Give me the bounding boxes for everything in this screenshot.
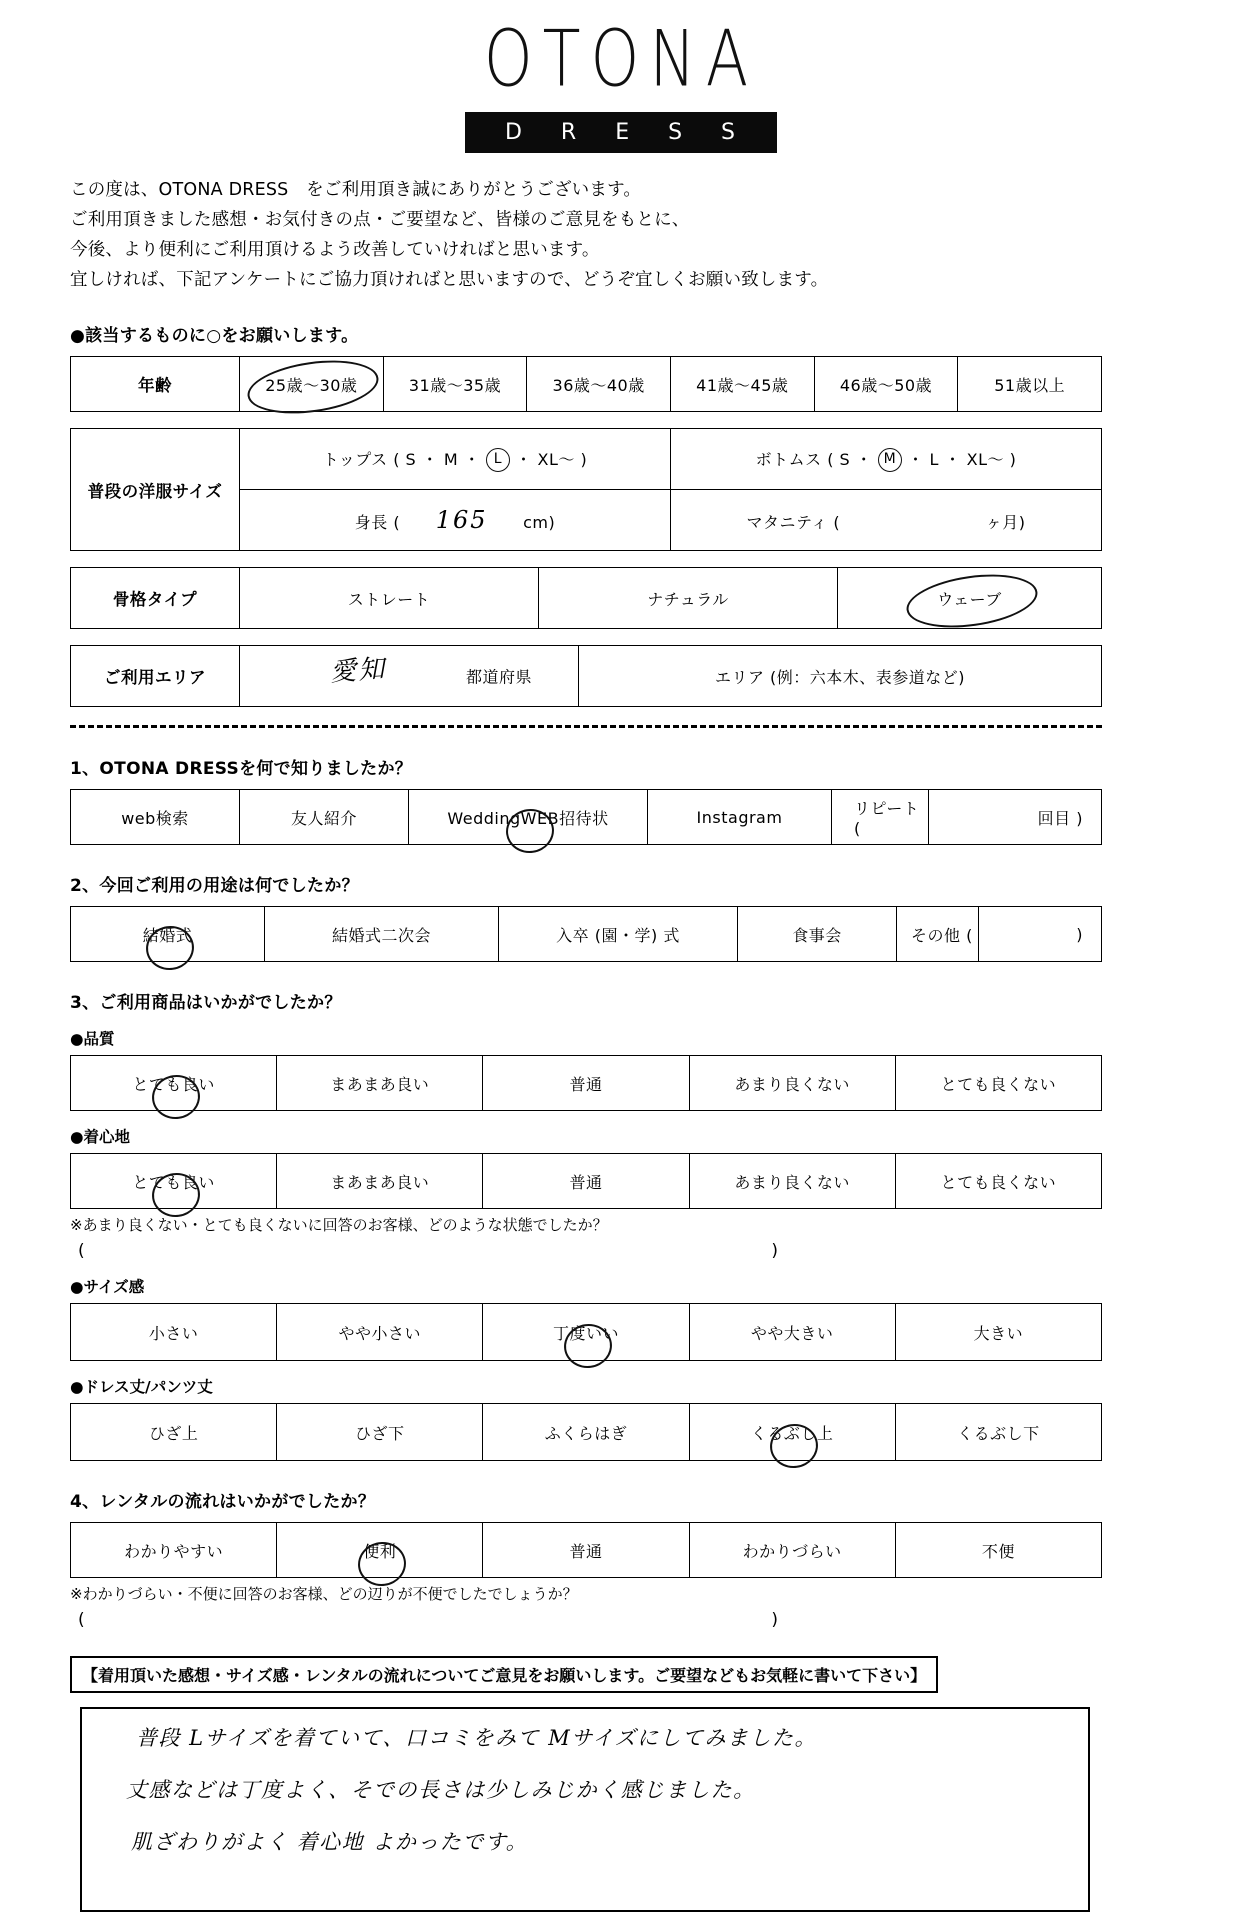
age-option-31-35[interactable]: 31歳～35歳 <box>383 357 527 412</box>
q3-quality-label: ●品質 <box>70 1030 115 1049</box>
tops-size-cell[interactable] <box>240 429 671 490</box>
brand-name: OTONA <box>483 12 759 104</box>
comfort-option-fairly-good[interactable]: まあまあ良い <box>277 1154 483 1209</box>
q3-quality-table <box>70 1055 1102 1111</box>
quality-option-not-good[interactable]: あまり良くない <box>689 1056 895 1111</box>
size-option-slightly-large[interactable]: やや大きい <box>689 1304 895 1361</box>
quality-option-very-good[interactable]: とても良い <box>71 1056 277 1111</box>
maternity-cell[interactable] <box>670 490 1101 551</box>
skeleton-label: 骨格タイプ <box>71 568 240 629</box>
q3-comfort-note: ※あまり良くない・とても良くないに回答のお客様、どのような状態でしたか？ <box>70 1216 608 1235</box>
paren-close: ) <box>771 1610 778 1631</box>
q2-table <box>70 906 1102 962</box>
section-divider <box>70 725 1102 728</box>
q3-size-feel-table <box>70 1303 1102 1361</box>
q1-title: 1、OTONA DRESSを何で知りましたか？ <box>70 759 413 780</box>
comfort-option-not-good[interactable]: あまり良くない <box>689 1154 895 1209</box>
comment-line-2: 丈感などは丁度よく、そでの長さは少しみじかく感じました。 <box>126 1778 756 1803</box>
q1-option-web[interactable]: web検索 <box>71 790 240 845</box>
table-row <box>71 1056 1102 1111</box>
height-cell[interactable] <box>240 490 671 551</box>
skeleton-option-natural[interactable]: ナチュラル <box>539 568 838 629</box>
height-value: 165 <box>435 506 488 535</box>
length-option-below-ankle[interactable]: くるぶし下 <box>895 1404 1101 1461</box>
q2-other-suffix: ) <box>979 907 1102 962</box>
comfort-option-normal[interactable]: 普通 <box>483 1154 689 1209</box>
size-option-slightly-small[interactable]: やや小さい <box>277 1304 483 1361</box>
q1-option-instagram[interactable]: Instagram <box>648 790 832 845</box>
flow-option-easy[interactable]: わかりやすい <box>71 1523 277 1578</box>
q3-title: 3、ご利用商品はいかがでしたか？ <box>70 993 342 1014</box>
prefecture-suffix: 都道府県 <box>465 667 532 687</box>
table-row <box>71 1523 1102 1578</box>
bottoms-selected-size: M <box>878 448 902 472</box>
table-row <box>71 429 1102 490</box>
area-table <box>70 645 1102 707</box>
q2-option-ceremony[interactable]: 入卒 (園・学) 式 <box>499 907 738 962</box>
q4-answer-row[interactable] <box>78 1610 778 1630</box>
size-option-small[interactable]: 小さい <box>71 1304 277 1361</box>
length-option-calf[interactable]: ふくらはぎ <box>483 1404 689 1461</box>
comfort-option-very-good[interactable]: とても良い <box>71 1154 277 1209</box>
bottoms-size-cell[interactable] <box>670 429 1101 490</box>
q4-note: ※わかりづらい・不便に回答のお客様、どの辺りが不便でしたでしょうか？ <box>70 1585 578 1604</box>
q3-comfort-label: ●着心地 <box>70 1128 131 1147</box>
prefecture-cell[interactable] <box>240 646 579 707</box>
brand-logo <box>0 0 1242 153</box>
size-option-large[interactable]: 大きい <box>895 1304 1101 1361</box>
comment-line-1: 普段 Lサイズを着ていて、口コミをみて Mサイズにしてみました。 <box>136 1726 818 1751</box>
age-label: 年齢 <box>71 357 240 412</box>
skeleton-type-table <box>70 567 1102 629</box>
maternity-prefix: マタニティ ( <box>746 513 841 533</box>
comments-heading: 【着用頂いた感想・サイズ感・レンタルの流れについてご意見をお願いします。ご要望などもお気軽に書いて下さい】 <box>70 1656 938 1693</box>
table-row <box>71 568 1102 629</box>
q3-size-feel-label: ●サイズ感 <box>70 1278 145 1297</box>
table-row <box>71 1304 1102 1361</box>
age-option-36-40[interactable]: 36歳～40歳 <box>527 357 671 412</box>
quality-option-very-bad[interactable]: とても良くない <box>895 1056 1101 1111</box>
flow-option-convenient[interactable]: 便利 <box>277 1523 483 1578</box>
q1-option-friend[interactable]: 友人紹介 <box>240 790 409 845</box>
comfort-option-very-bad[interactable]: とても良くない <box>895 1154 1101 1209</box>
q2-title: 2、今回ご利用の用途は何でしたか？ <box>70 876 359 897</box>
age-option-51-plus[interactable]: 51歳以上 <box>958 357 1102 412</box>
table-row <box>71 357 1102 412</box>
size-option-just-right[interactable]: 丁度いい <box>483 1304 689 1361</box>
quality-option-normal[interactable]: 普通 <box>483 1056 689 1111</box>
maternity-suffix: ヶ月) <box>985 513 1026 533</box>
flow-option-inconvenient[interactable]: 不便 <box>895 1523 1101 1578</box>
brand-subtitle: D R E S S <box>465 112 777 153</box>
circle-instruction: ●該当するものに○をお願いします。 <box>70 326 359 347</box>
q4-table <box>70 1522 1102 1578</box>
q2-option-wedding[interactable]: 結婚式 <box>71 907 265 962</box>
table-row <box>71 1404 1102 1461</box>
comment-line-3: 肌ざわりがよく 着心地 よかったです。 <box>131 1830 529 1855</box>
length-option-below-knee[interactable]: ひざ下 <box>277 1404 483 1461</box>
age-option-41-45[interactable]: 41歳～45歳 <box>670 357 814 412</box>
intro-line-4: 宜しければ、下記アンケートにご協力頂ければと思いますので、どうぞ宜しくお願い致します。 <box>70 270 829 291</box>
area-label: ご利用エリア <box>71 646 240 707</box>
q3-comfort-table <box>70 1153 1102 1209</box>
age-option-25-30[interactable]: 25歳～30歳 <box>240 357 384 412</box>
q1-option-weddingweb[interactable]: WeddingWEB招待状 <box>409 790 648 845</box>
table-row <box>71 1154 1102 1209</box>
skeleton-option-wave[interactable]: ウェーブ <box>838 568 1102 629</box>
q1-repeat-suffix: 回目 ) <box>929 790 1102 845</box>
table-row <box>71 646 1102 707</box>
table-row <box>71 790 1102 845</box>
flow-option-normal[interactable]: 普通 <box>483 1523 689 1578</box>
paren-close: ) <box>771 1241 778 1262</box>
comments-box[interactable] <box>80 1707 1090 1912</box>
q3-comfort-answer-row[interactable] <box>78 1241 778 1261</box>
tops-prefix: トップス ( S ・ M ・ <box>322 449 481 469</box>
q4-title: 4、レンタルの流れはいかがでしたか？ <box>70 1492 376 1513</box>
paren-open: ( <box>78 1610 85 1631</box>
intro-line-2: ご利用頂きました感想・お気付きの点・ご要望など、皆様のご意見をもとに、 <box>70 210 690 231</box>
clothing-size-label: 普段の洋服サイズ <box>71 429 240 551</box>
intro-paragraph <box>70 175 1242 295</box>
q2-option-afterparty[interactable]: 結婚式二次会 <box>265 907 499 962</box>
length-option-above-knee[interactable]: ひざ上 <box>71 1404 277 1461</box>
q3-length-table <box>70 1403 1102 1461</box>
area-detail-cell[interactable]: エリア (例：六本木、表参道など) <box>579 646 1102 707</box>
tops-selected-size: L <box>486 448 510 472</box>
paren-open: ( <box>78 1241 85 1262</box>
q2-option-other[interactable]: その他 ( <box>897 907 979 962</box>
bottoms-suffix: ・ L ・ XL～ ) <box>907 449 1017 469</box>
flow-option-hard[interactable]: わかりづらい <box>689 1523 895 1578</box>
length-option-above-ankle[interactable]: くるぶし上 <box>689 1404 895 1461</box>
tops-suffix: ・ XL～ ) <box>515 449 588 469</box>
q1-option-repeat[interactable]: リピート ( <box>832 790 929 845</box>
skeleton-option-straight[interactable]: ストレート <box>240 568 539 629</box>
clothing-size-table <box>70 428 1102 551</box>
intro-line-1: この度は、OTONA DRESS をご利用頂き誠にありがとうございます。 <box>70 180 642 200</box>
q2-option-dinner[interactable]: 食事会 <box>738 907 897 962</box>
quality-option-fairly-good[interactable]: まあまあ良い <box>277 1056 483 1111</box>
bottoms-prefix: ボトムス ( S ・ <box>755 449 873 469</box>
q3-length-label: ●ドレス丈/パンツ丈 <box>70 1378 213 1397</box>
age-table <box>70 356 1102 412</box>
age-option-46-50[interactable]: 46歳～50歳 <box>814 357 958 412</box>
q1-table <box>70 789 1102 845</box>
height-suffix: cm) <box>523 513 556 533</box>
intro-line-3: 今後、より便利にご利用頂けるよう改善していければと思います。 <box>70 240 600 261</box>
table-row <box>71 907 1102 962</box>
height-prefix: 身長 ( <box>354 513 401 533</box>
prefecture-value: 愛知 <box>329 654 388 689</box>
